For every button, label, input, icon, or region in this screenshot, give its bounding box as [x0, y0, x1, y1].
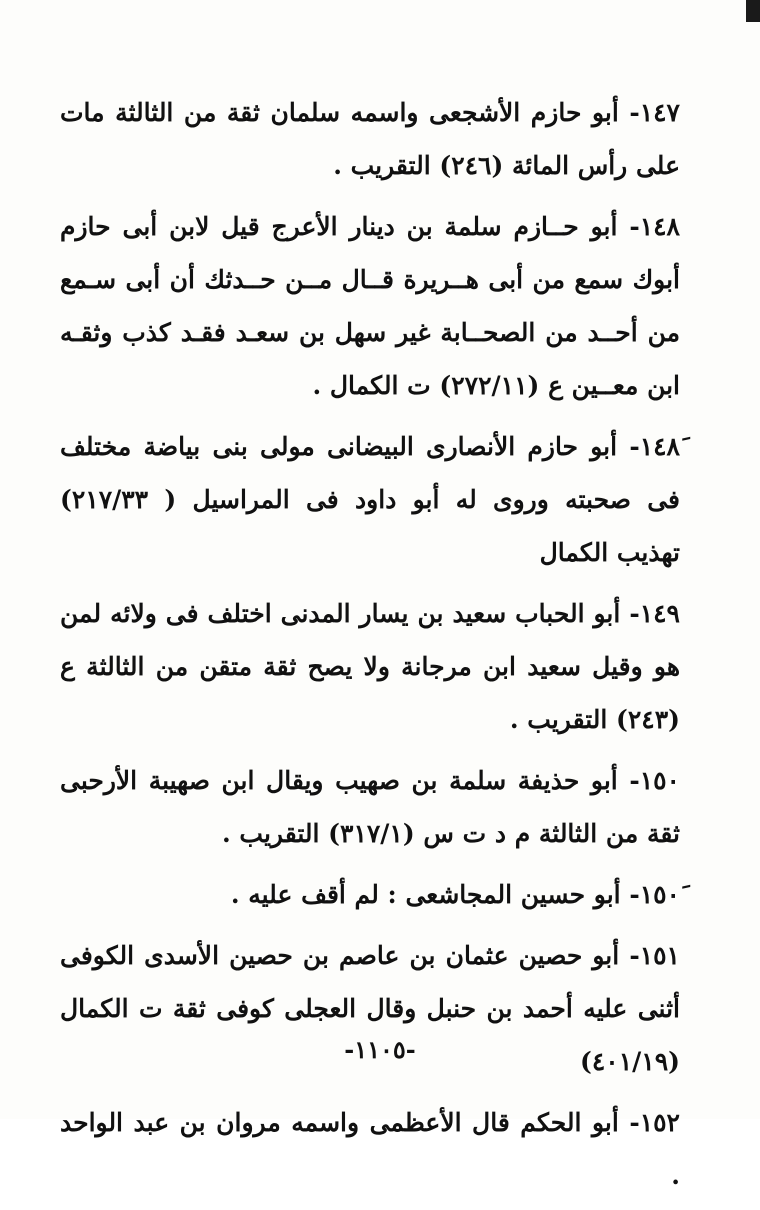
- entry-147: ١٤٧- أبو حازم الأشجعى واسمه سلمان ثقة من الثالثة مات على رأس المائة (٢٤٦) التقريب .: [60, 98, 680, 180]
- entry-150: ١٥٠- أبو حذيفة سلمة بن صهيب ويقال ابن صهيبة الأرحبى ثقة من الثالثة م د ت س (٣١٧/١) التقريب .: [60, 766, 680, 848]
- entry-148: ١٤٨- أبو حــازم سلمة بن دينار الأعرج قيل لابن أبى حازم أبوك سمع من أبى هــريرة قــال مــن حــدثك أن أبى سـمع من أحــد من الصحــابة غير سهل بن سعـد فقـد كذب وثقـه ابن معــين ع (٢٧٢/١١) ت الكمال .: [60, 212, 680, 400]
- entry-150-bis: ١٥٠َ- أبو حسين المجاشعى : لم أقف عليه .: [230, 880, 680, 909]
- entry-149: ١٤٩- أبو الحباب سعيد بن يسار المدنى اختلف فى ولائه لمن هو وقيل سعيد ابن مرجانة ولا يصح ثقة متقن من الثالثة ع (٢٤٣) التقريب .: [60, 599, 680, 734]
- entry-148-bis: ١٤٨َ- أبو حازم الأنصارى البيضانى مولى بنى بياضة مختلف فى صحبته وروى له أبو داود فى المراسيل ( ٢١٧/٣٣) تهذيب الكمال: [60, 432, 680, 567]
- scan-corner-mark: [746, 0, 760, 22]
- entry-151: ١٥١- أبو حصين عثمان بن عاصم بن حصين الأسدى الكوفى أثنى عليه أحمد بن حنبل وقال العجلى كوفى ثقة ت الكمال (٤٠١/١٩): [60, 941, 680, 1076]
- page-number: -١١٠٥-: [344, 1035, 416, 1064]
- entry-152: ١٥٢- أبو الحكم قال الأعظمى واسمه مروان بن عبد الواحد .: [60, 1108, 680, 1190]
